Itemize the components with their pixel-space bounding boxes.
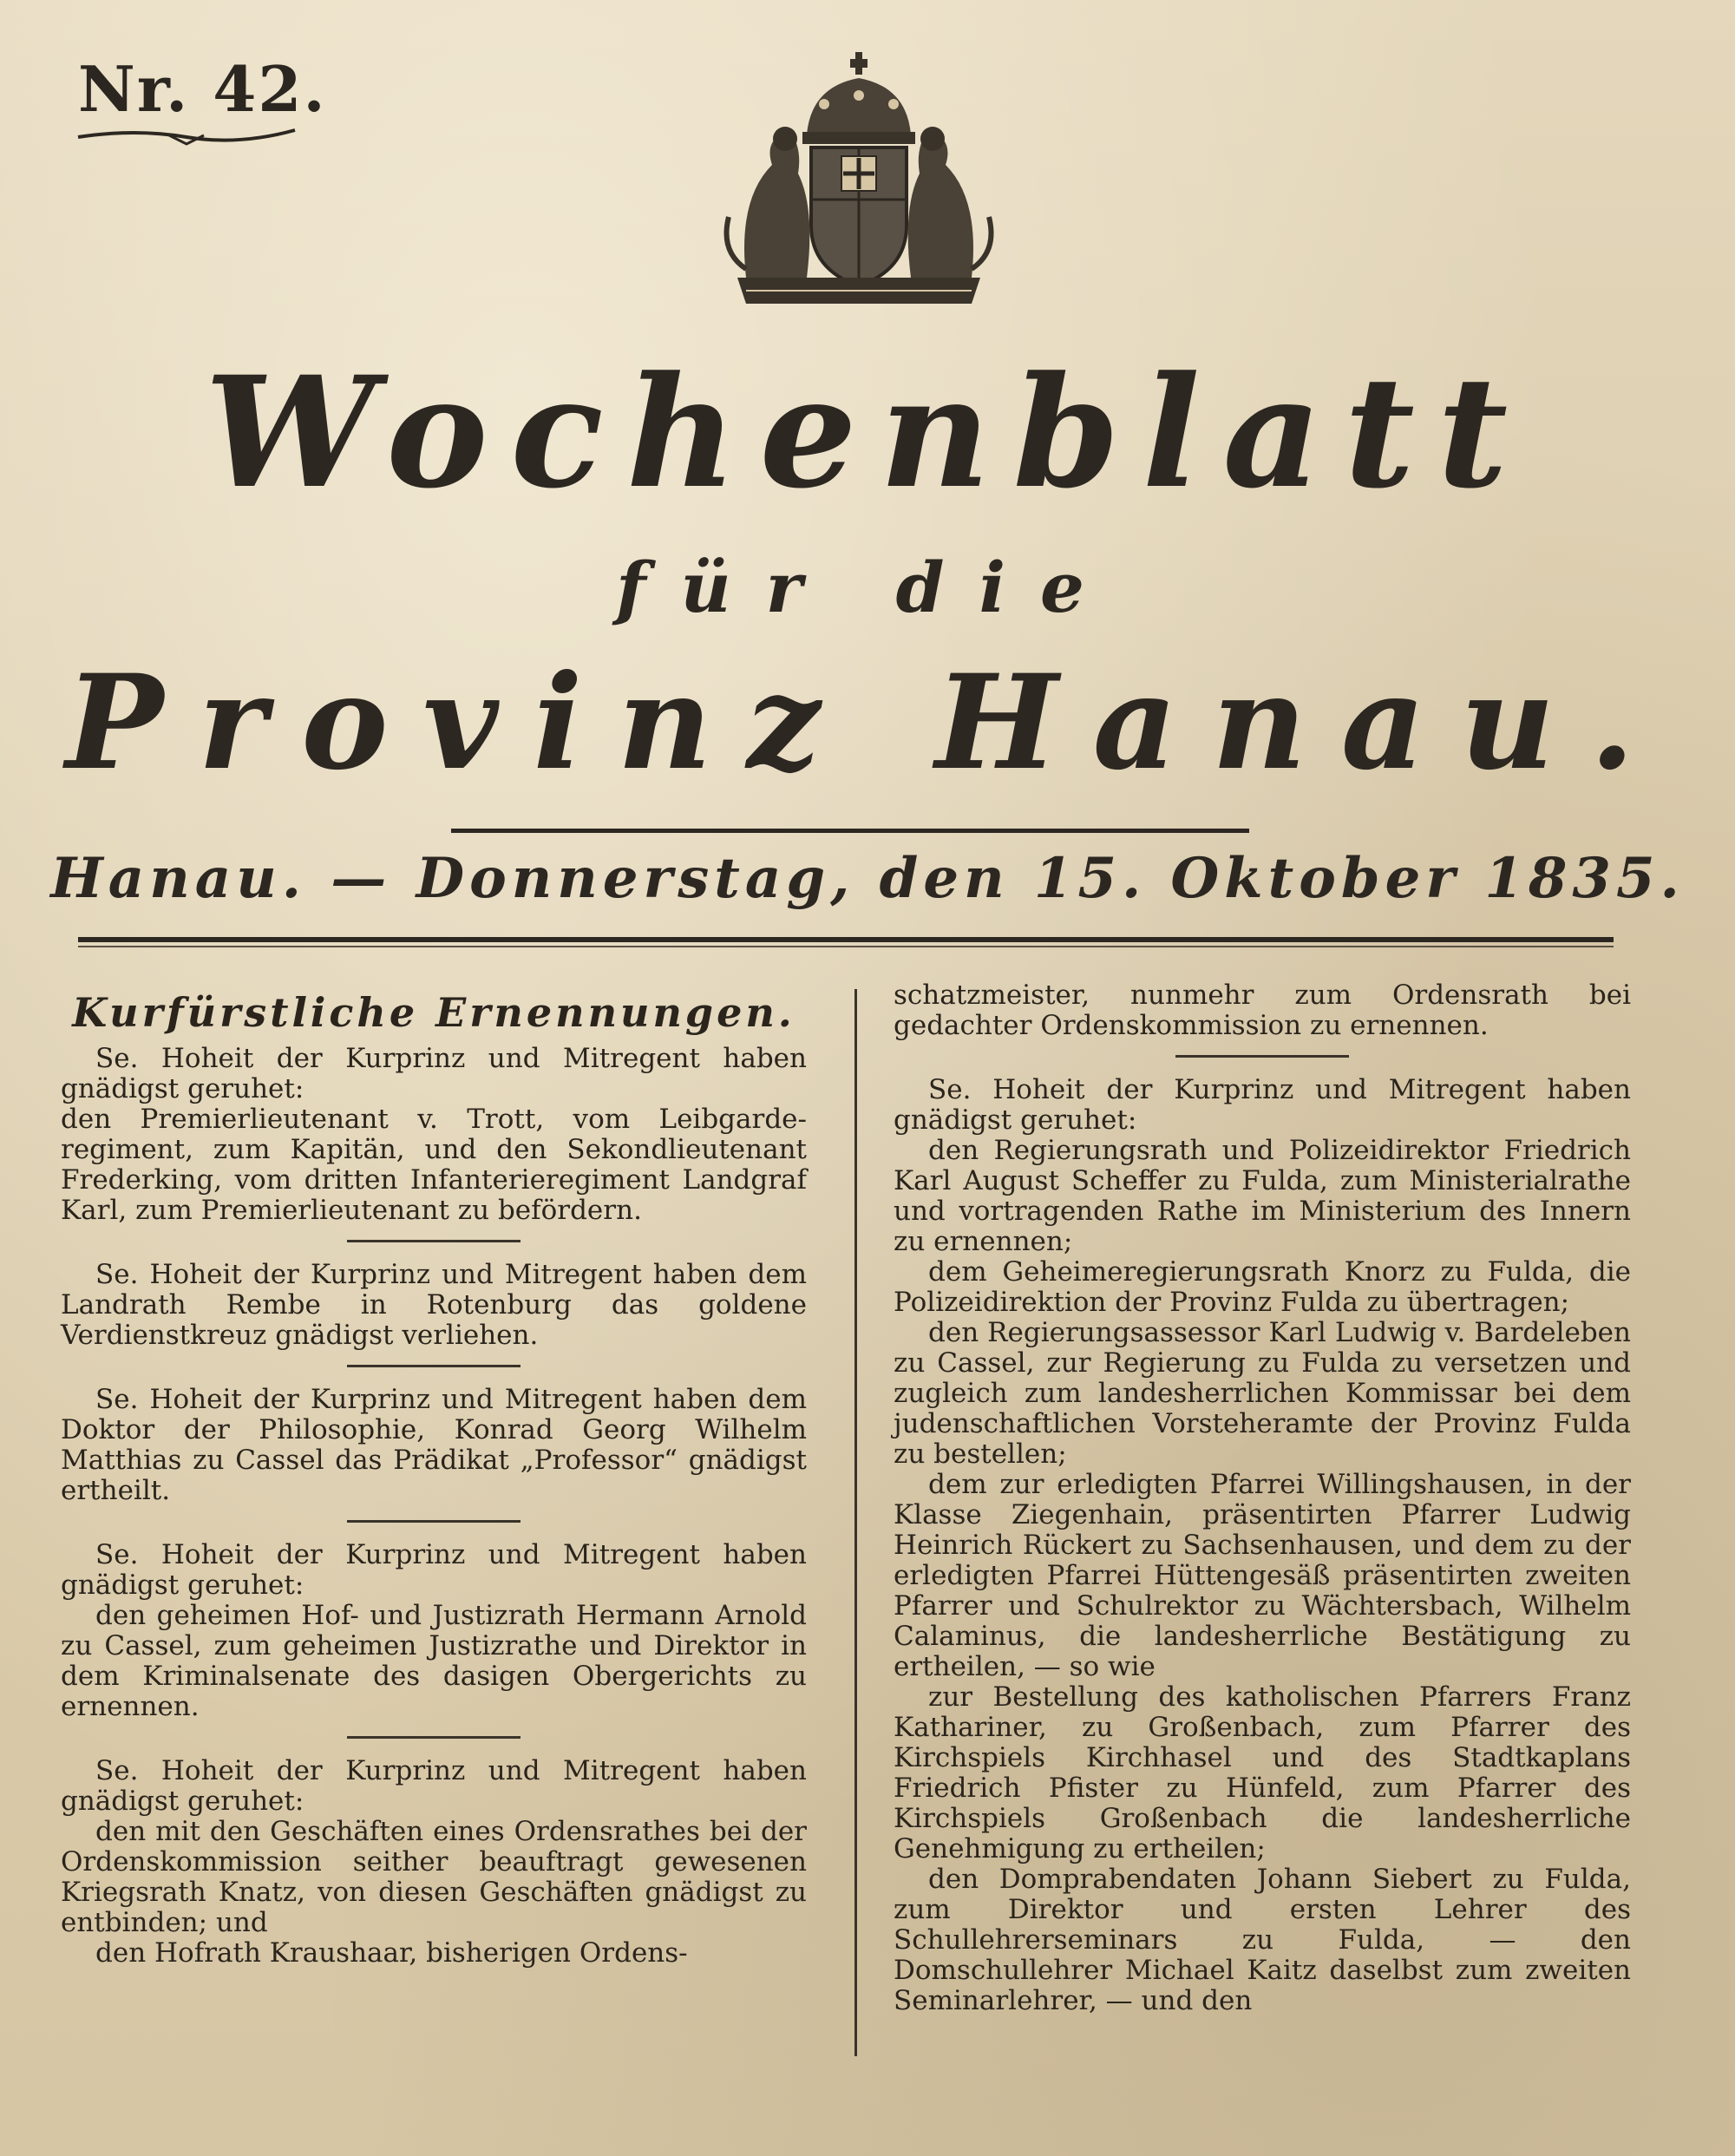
issue-number: Nr. 42. bbox=[78, 52, 327, 126]
paragraph: Se. Hoheit der Kurprinz und Mitregent haben gnädigst geruhet: bbox=[61, 1755, 807, 1817]
issue-flourish bbox=[74, 121, 299, 147]
masthead-rule bbox=[451, 829, 1249, 833]
dateline-rule bbox=[78, 937, 1614, 942]
separator-rule bbox=[347, 1736, 520, 1739]
newspaper-title: Wochenblatt bbox=[204, 343, 1531, 522]
section-heading: Kurfürstliche Ernennungen. bbox=[72, 989, 795, 1036]
right-column bbox=[894, 980, 1631, 2016]
coat-of-arms-icon bbox=[711, 52, 1006, 312]
separator-rule bbox=[347, 1520, 520, 1523]
paragraph: dem zur erledigten Pfarrei Willingshausen, in der Klasse Ziegenhain, präsentirten Pfarrer Ludwig Heinrich Rückert zu Sachsenhausen, und dem zu der erledigten Pfarrei Hüttengesäß präsentirten zweiten Pfarrer und Schulrektor zu Wächtersbach, Wilhelm Calaminus, die landesherrliche Bestätigung zu ertheilen, — so wie bbox=[894, 1469, 1631, 1682]
paragraph: den Premierlieutenant v. Trott, vom Leibgarde-regiment, zum Kapitän, und den Sekondlieutenant Frederking, vom dritten Infanterieregiment Landgraf Karl, zum Premierlieutenant zu befördern. bbox=[61, 1104, 807, 1226]
dateline: Hanau. — Donnerstag, den 15. Oktober 1835. bbox=[50, 846, 1685, 911]
paragraph: den Regierungsrath und Polizeidirektor Friedrich Karl August Scheffer zu Fulda, zum Ministerialrathe und vortragenden Rathe im Ministerium des Innern zu ernennen; bbox=[894, 1135, 1631, 1257]
dateline-rule-thin bbox=[78, 946, 1614, 947]
newspaper-province: Provinz Hanau. bbox=[65, 646, 1670, 799]
paragraph: Se. Hoheit der Kurprinz und Mitregent haben dem Landrath Rembe in Rotenburg das goldene Verdienstkreuz gnädigst verliehen. bbox=[61, 1259, 807, 1351]
paragraph: Se. Hoheit der Kurprinz und Mitregent haben gnädigst geruhet: bbox=[61, 1043, 807, 1104]
paragraph: Se. Hoheit der Kurprinz und Mitregent haben dem Doktor der Philosophie, Konrad Georg Wilhelm Matthias zu Cassel das Prädikat „Professor“ gnädigst ertheilt. bbox=[61, 1384, 807, 1506]
paragraph: schatzmeister, nunmehr zum Ordensrath bei gedachter Ordenskommission zu ernennen. bbox=[894, 980, 1631, 1041]
paragraph: den Domprabendaten Johann Siebert zu Fulda, zum Direktor und ersten Lehrer des Schullehrerseminars zu Fulda, — den Domschullehrer Michael Kaitz daselbst zum zweiten Seminarlehrer, — und den bbox=[894, 1864, 1631, 2016]
separator-rule bbox=[347, 1365, 520, 1367]
paragraph: dem Geheimeregierungsrath Knorz zu Fulda, die Polizeidirektion der Provinz Fulda zu übertragen; bbox=[894, 1256, 1631, 1318]
paragraph: zur Bestellung des katholischen Pfarrers Franz Kathariner, zu Großenbach, zum Pfarrer des Kirchspiels Kirchhasel und des Stadtkaplans Friedrich Pfister zu Hünfeld, zum Pfarrer des Kirchspiels Großenbach die landesherrliche Genehmigung zu ertheilen; bbox=[894, 1681, 1631, 1864]
column-divider bbox=[854, 989, 857, 2056]
paragraph: Se. Hoheit der Kurprinz und Mitregent haben gnädigst geruhet: bbox=[61, 1539, 807, 1601]
paragraph: den geheimen Hof- und Justizrath Hermann Arnold zu Cassel, zum geheimen Justizrathe und Direktor in dem Kriminalsenate des dasigen Obergerichts zu ernennen. bbox=[61, 1600, 807, 1722]
separator-rule bbox=[347, 1240, 520, 1242]
left-column bbox=[61, 989, 807, 1969]
paragraph: Se. Hoheit der Kurprinz und Mitregent haben gnädigst geruhet: bbox=[894, 1074, 1631, 1136]
newspaper-subtitle: für die bbox=[616, 547, 1119, 628]
separator-rule bbox=[1175, 1055, 1349, 1058]
paragraph: den mit den Geschäften eines Ordensrathes bei der Ordenskommission seither beauftragt gewesenen Kriegsrath Knatz, von diesen Geschäften gnädigst zu entbinden; und bbox=[61, 1816, 807, 1938]
paragraph: den Regierungsassessor Karl Ludwig v. Bardeleben zu Cassel, zur Regierung zu Fulda zu versetzen und zugleich zum landesherrlichen Kommissar bei dem judenschaftlichen Vorsteheramte der Provinz Fulda zu bestellen; bbox=[894, 1317, 1631, 1470]
paragraph: den Hofrath Kraushaar, bisherigen Ordens- bbox=[95, 1937, 688, 1969]
